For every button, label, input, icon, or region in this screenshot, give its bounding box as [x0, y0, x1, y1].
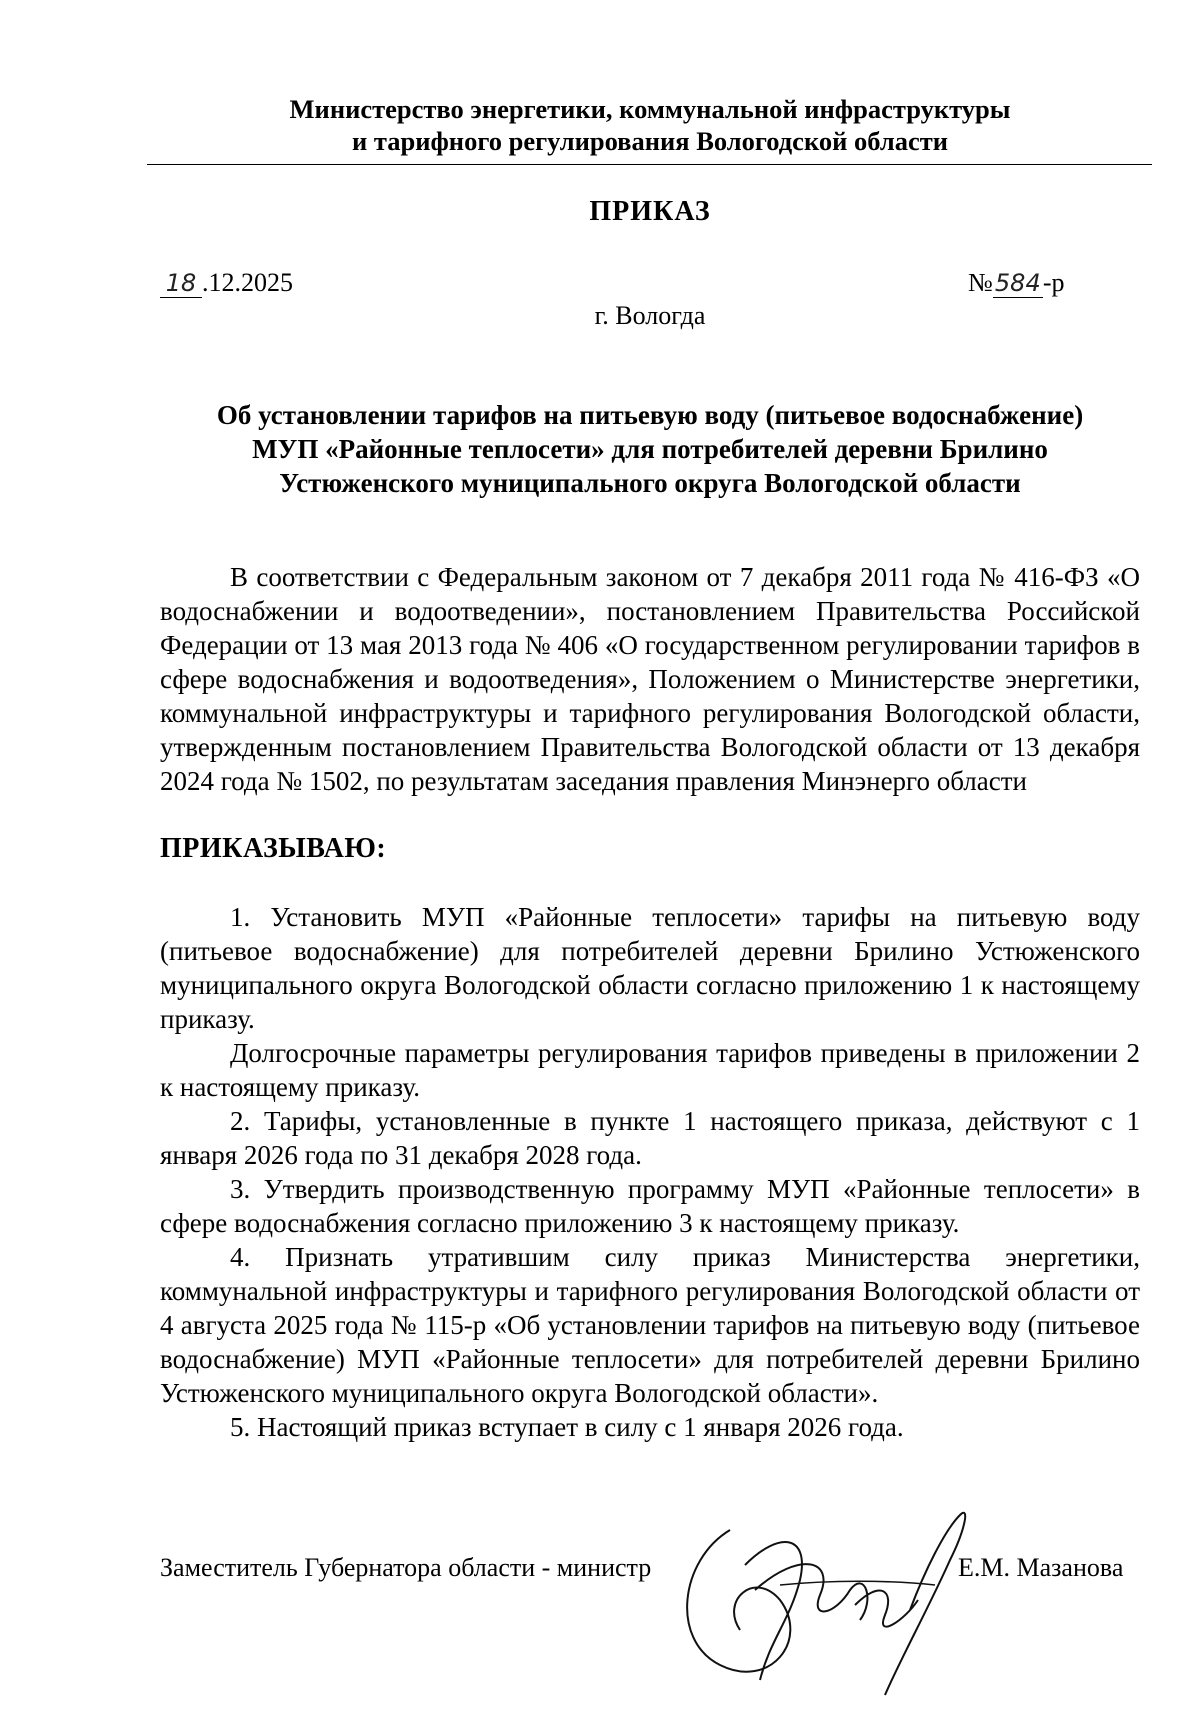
signatory-name: Е.М. Мазанова [958, 1553, 1124, 1582]
document-title: ПРИКАЗ [589, 196, 711, 227]
order-number [968, 268, 1064, 298]
preamble [160, 560, 1140, 798]
order-word: ПРИКАЗЫВАЮ: [160, 833, 387, 864]
order-item-4: 4. Признать утратившим силу приказ Министерства энергетики, коммунальной инфраструктуры и тарифного регулирования Вологодской области от 4 августа 2025 года № 115-р «Об установлении тарифов на питьевую воду (питьевое водоснабжение) МУП «Районные теплосети» для потребителей деревни Брилино Устюженского муниципального округа Вологодской области». [160, 1242, 1140, 1408]
handwritten-day: 18 [160, 269, 202, 298]
order-item-5: 5. Настоящий приказ вступает в силу с 1 января 2026 года. [230, 1412, 904, 1442]
preamble-paragraph: В соответствии с Федеральным законом от 7 декабря 2011 года № 416-ФЗ «О водоснабжении и водоотведении», постановлением Правительства Российской Федерации от 13 мая 2013 года № 406 «О государственном регулировании тарифов в сфере водоснабжения и водоотведения», Положением о Министерстве энергетики, коммунальной инфраструктуры и тарифного регулирования Вологодской области, утвержденным постановлением Правительства Вологодской области от 13 декабря 2024 года № 1502, по результатам заседания правления Минэнерго области [160, 562, 1140, 796]
number-suffix: -р [1042, 268, 1065, 297]
subject-line-3: Устюженского муниципального округа Вологодской области [279, 468, 1021, 498]
ministry-line-2: и тарифного регулирования Вологодской области [351, 126, 949, 156]
order-subject [170, 398, 1130, 500]
order-date [160, 268, 293, 298]
order-item-3: 3. Утвердить производственную программу МУП «Районные теплосети» в сфере водоснабжения согласно приложению 3 к настоящему приказу. [160, 1174, 1140, 1238]
order-item-1-note: Долгосрочные параметры регулирования тарифов приведены в приложении 2 к настоящему приказу. [160, 1038, 1140, 1102]
ministry-line-1: Министерство энергетики, коммунальной инфраструктуры [289, 94, 1011, 124]
date-month-year: .12.2025 [202, 268, 293, 297]
handwritten-number: 584 [993, 269, 1043, 298]
handwritten-signature [660, 1490, 1020, 1705]
order-items [160, 900, 1140, 1444]
subject-line-1: Об установлении тарифов на питьевую воду (питьевое водоснабжение) [216, 400, 1084, 430]
order-item-1: 1. Установить МУП «Районные теплосети» тарифы на питьевую воду (питьевое водоснабжение) для потребителей деревни Брилино Устюженского муниципального округа Вологодской области согласно приложению 1 к настоящему приказу. [160, 902, 1140, 1034]
signatory-title: Заместитель Губернатора области - министр [160, 1553, 652, 1582]
order-item-2: 2. Тарифы, установленные в пункте 1 настоящего приказа, действуют с 1 января 2026 года по 31 декабря 2028 года. [160, 1106, 1140, 1170]
number-sign: № [968, 268, 993, 297]
city: г. Вологда [594, 301, 706, 330]
subject-line-2: МУП «Районные теплосети» для потребителей деревни Брилино [252, 434, 1048, 464]
header-divider [147, 164, 1152, 165]
ministry-header [150, 93, 1150, 157]
